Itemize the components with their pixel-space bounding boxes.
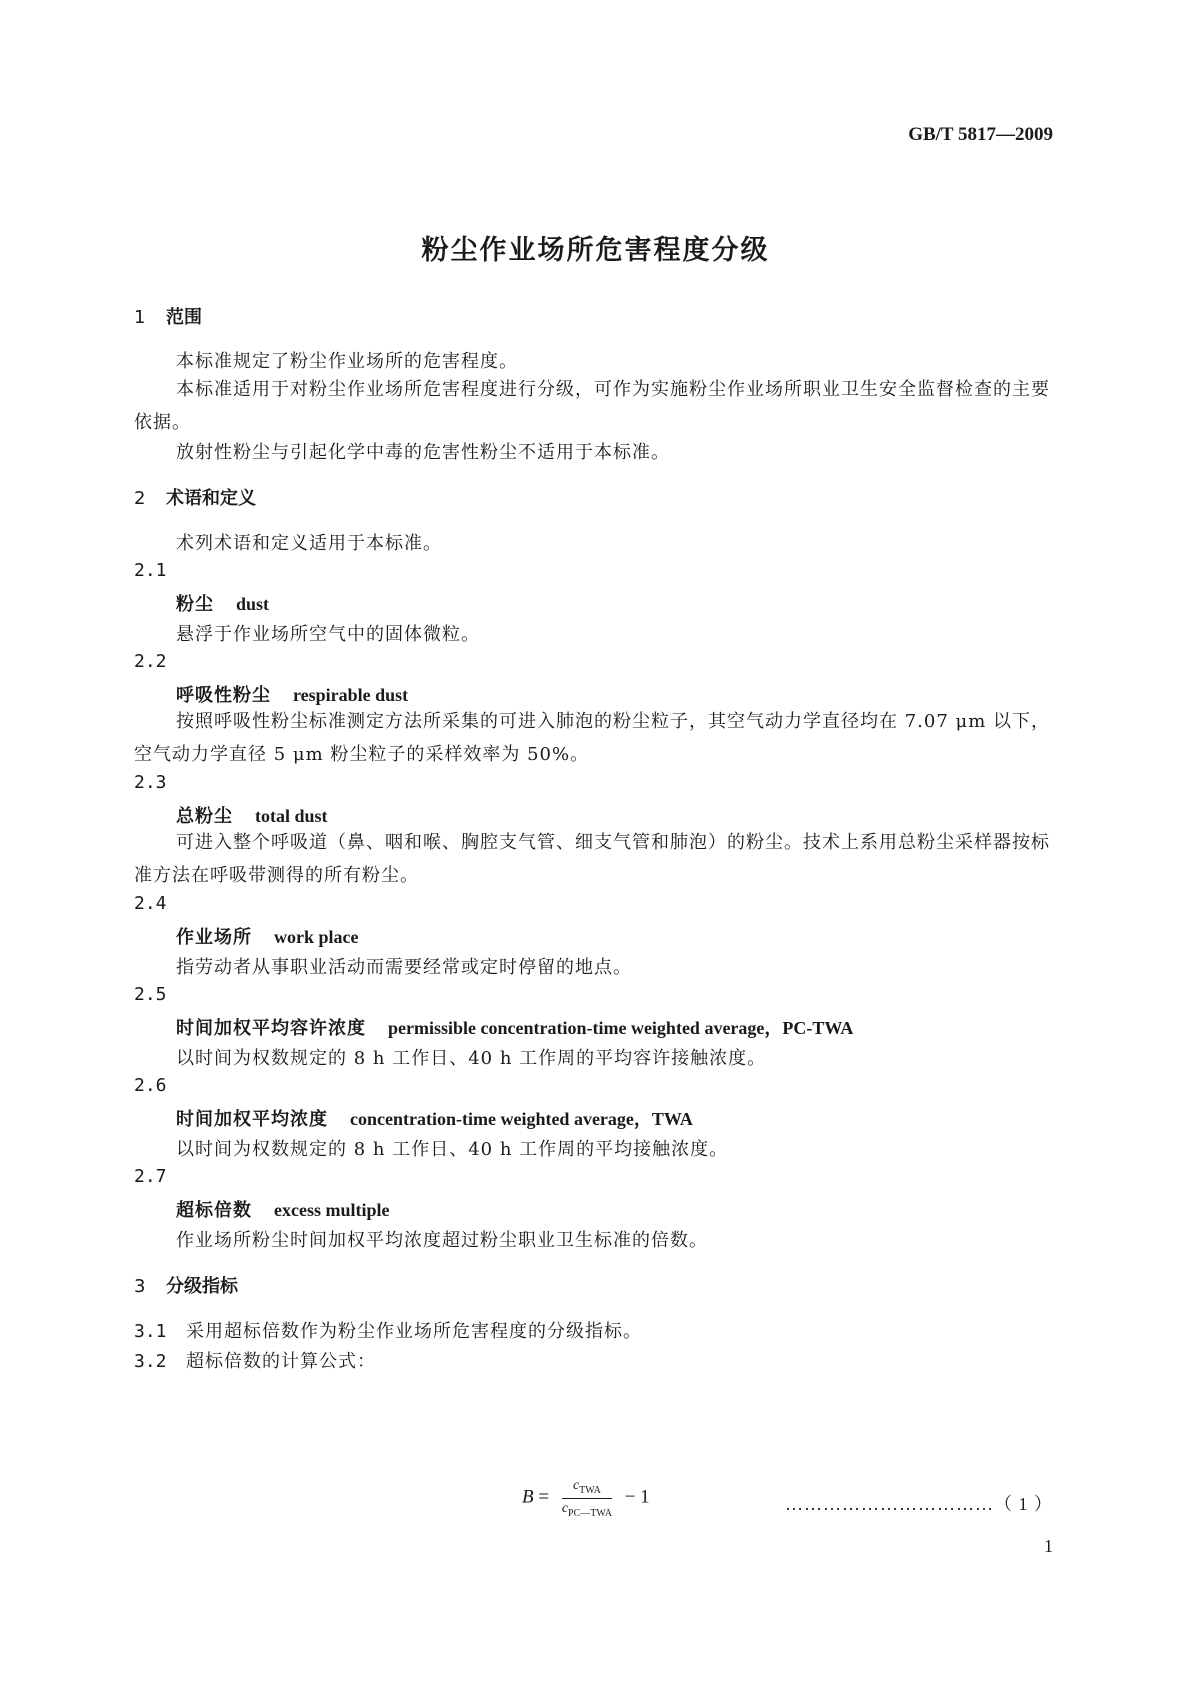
formula-equals: =: [538, 1486, 550, 1508]
term-en: respirable dust: [293, 685, 409, 705]
term-heading: [176, 1014, 853, 1040]
clause-number: 2.4: [134, 893, 167, 914]
term-en: dust: [236, 594, 270, 614]
term-cn: 粉尘: [176, 594, 214, 615]
formula-tail: − 1: [624, 1486, 650, 1508]
section-3-heading: [134, 1272, 238, 1298]
paragraph: 本标准适用于对粉尘作业场所危害程度进行分级，可作为实施粉尘作业场所职业卫生安全监督检查的主要依据。: [134, 379, 1050, 433]
term-cn: 时间加权平均浓度: [176, 1109, 328, 1130]
section-title: 范围: [166, 307, 202, 328]
clause-number: 2.2: [134, 651, 167, 672]
term-en: work place: [274, 927, 359, 947]
standard-code: GB/T 5817—2009: [908, 124, 1053, 145]
term-heading: [176, 923, 359, 949]
item-number: 3.1: [134, 1321, 167, 1342]
section-number: 3: [134, 1276, 146, 1297]
term-definition: 按照呼吸性粉尘标准测定方法所采集的可进入肺泡的粉尘粒子，其空气动力学直径均在 7.07 μm 以下，空气动力学直径 5 μm 粉尘粒子的采样效率为 50%。: [134, 711, 1051, 765]
formula-lhs: B: [522, 1486, 534, 1508]
section-title: 分级指标: [166, 1276, 238, 1297]
clause-number: 2.3: [134, 772, 167, 793]
section-2-heading: [134, 484, 256, 510]
numerator-sub: TWA: [579, 1484, 601, 1496]
section-number: 2: [134, 488, 146, 509]
term-heading: [176, 590, 269, 616]
term-definition: 指劳动者从事职业活动而需要经常或定时停留的地点。: [176, 957, 632, 978]
formula: [522, 1478, 650, 1519]
term-cn: 总粉尘: [176, 806, 233, 827]
formula-denominator: [562, 1499, 612, 1519]
term-en: permissible concentration-time weighted average，PC-TWA: [388, 1018, 854, 1038]
paragraph: 术列术语和定义适用于本标准。: [176, 533, 442, 554]
clause-number: 2.1: [134, 560, 167, 581]
item-text: 采用超标倍数作为粉尘作业场所危害程度的分级指标。: [186, 1321, 642, 1342]
clause-number: 2.7: [134, 1166, 167, 1187]
denominator-var: c: [561, 1500, 569, 1516]
term-en: concentration-time weighted average，TWA: [350, 1109, 693, 1129]
term-en: excess multiple: [274, 1200, 390, 1220]
clause-number: 2.5: [134, 984, 167, 1005]
section-1-heading: [134, 303, 202, 329]
term-definition: 以时间为权数规定的 8 h 工作日、40 h 工作周的平均接触浓度。: [176, 1139, 729, 1160]
term-definition: 悬浮于作业场所空气中的固体微粒。: [176, 624, 480, 645]
document-title: 粉尘作业场所危害程度分级: [421, 235, 770, 266]
section-number: 1: [134, 307, 146, 328]
denominator-sub: PC—TWA: [568, 1507, 612, 1519]
numerator-var: c: [572, 1478, 580, 1493]
clause-number: 2.6: [134, 1075, 167, 1096]
term-cn: 时间加权平均容许浓度: [176, 1018, 366, 1039]
term-heading: [176, 681, 408, 707]
numbered-item: [134, 1317, 642, 1343]
formula-fraction: [562, 1478, 612, 1519]
numbered-item: [134, 1347, 376, 1373]
term-definition: 作业场所粉尘时间加权平均浓度超过粉尘职业卫生标准的倍数。: [176, 1230, 708, 1251]
section-title: 术语和定义: [166, 488, 256, 509]
term-cn: 呼吸性粉尘: [176, 685, 271, 706]
term-heading: [176, 1196, 389, 1222]
item-text: 超标倍数的计算公式：: [186, 1351, 376, 1372]
page-number: 1: [1044, 1536, 1053, 1556]
term-cn: 作业场所: [176, 927, 252, 948]
term-definition: 可进入整个呼吸道（鼻、咽和喉、胸腔支气管、细支气管和肺泡）的粉尘。技术上系用总粉尘采样器按标准方法在呼吸带测得的所有粉尘。: [134, 832, 1050, 886]
term-cn: 超标倍数: [176, 1200, 252, 1221]
term-heading: [176, 1105, 693, 1131]
term-heading: [176, 802, 328, 828]
term-definition: 以时间为权数规定的 8 h 工作日、40 h 工作周的平均容许接触浓度。: [176, 1048, 767, 1069]
paragraph: 本标准规定了粉尘作业场所的危害程度。: [176, 351, 518, 372]
paragraph: 放射性粉尘与引起化学中毒的危害性粉尘不适用于本标准。: [176, 442, 670, 463]
term-en: total dust: [255, 806, 328, 826]
equation-number: ……………………………（ 1 ）: [785, 1494, 1053, 1514]
formula-numerator: [562, 1478, 612, 1499]
item-number: 3.2: [134, 1351, 167, 1372]
